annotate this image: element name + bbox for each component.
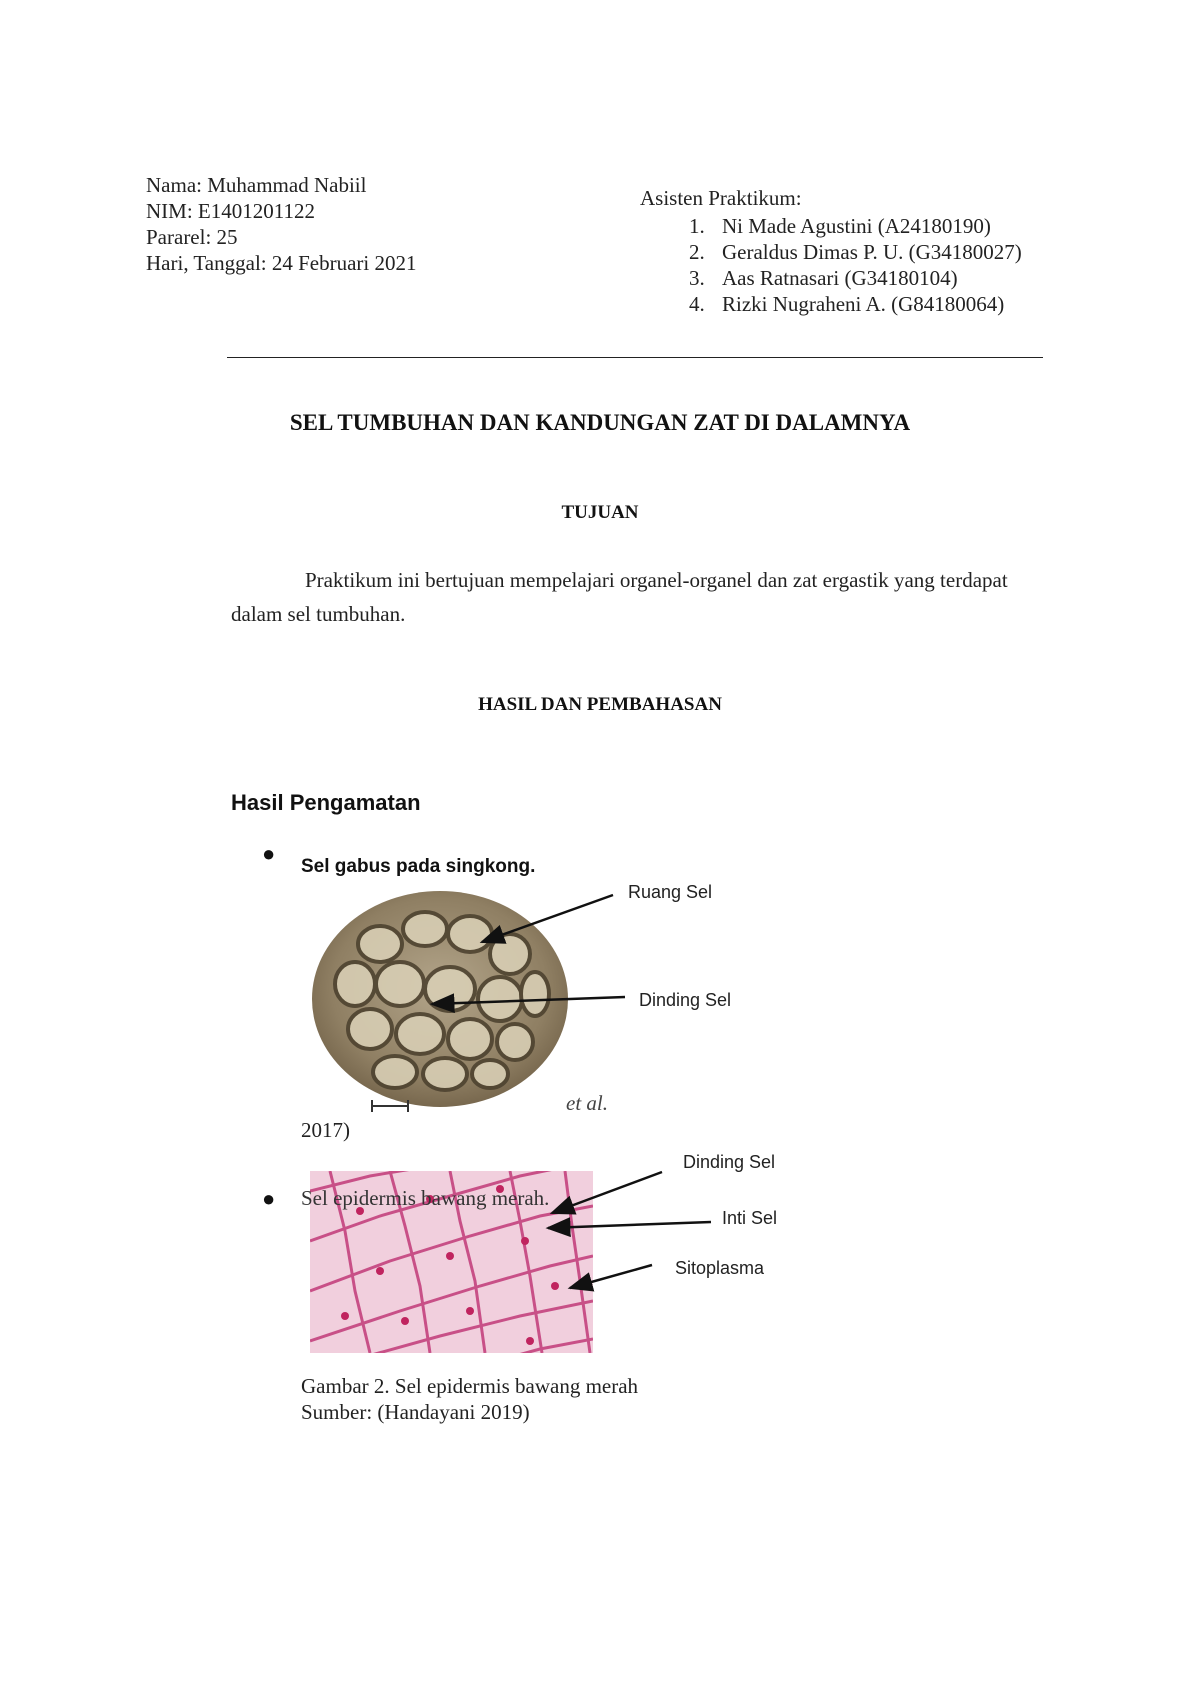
assistant-item: 4. Rizki Nugraheni A. (G84180064) — [710, 291, 1022, 317]
header-divider — [227, 357, 1043, 358]
figure2-source: Sumber: (Handayani 2019) — [301, 1400, 530, 1424]
tujuan-heading: TUJUAN — [561, 502, 639, 523]
document-title: SEL TUMBUHAN DAN KANDUNGAN ZAT DI DALAMNYA — [289, 410, 911, 435]
label-inti-sel: Inti Sel — [722, 1208, 778, 1228]
student-name: Nama: Muhammad Nabiil — [146, 173, 367, 197]
assistant-heading: Asisten Praktikum: — [640, 186, 802, 210]
student-date: Hari, Tanggal: 24 Februari 2021 — [146, 251, 417, 275]
label-dinding-sel-1: Dinding Sel — [639, 990, 732, 1010]
assistant-list — [640, 213, 1022, 317]
label-dinding-sel-2: Dinding Sel — [683, 1152, 776, 1172]
label-sitoplasma: Sitoplasma — [675, 1258, 765, 1278]
bullet-dot: ● — [262, 1186, 276, 1211]
hasil-subheading: Hasil Pengamatan — [231, 790, 421, 815]
figure1-bullet-text: Sel gabus pada singkong. — [301, 856, 536, 877]
cork-cell-micrograph — [300, 884, 600, 1124]
hasil-heading: HASIL DAN PEMBAHASAN — [478, 694, 722, 715]
assistant-item: 1. Ni Made Agustini (A24180190) — [710, 213, 1022, 239]
tujuan-paragraph: Praktikum ini bertujuan mempelajari organel-organel dan zat ergastik yang terdapat dalam sel tumbuhan. — [231, 568, 1008, 626]
assistant-item: 3. Aas Ratnasari (G34180104) — [710, 265, 1022, 291]
assistant-item: 2. Geraldus Dimas P. U. (G34180027) — [710, 239, 1022, 265]
label-ruang-sel: Ruang Sel — [628, 882, 713, 902]
bullet-dot: ● — [262, 841, 276, 866]
figure1-caption-tail: et al. — [566, 1091, 608, 1115]
figure1-caption-year: 2017) — [301, 1118, 350, 1142]
student-pararel: Pararel: 25 — [146, 225, 238, 249]
assistant-block — [640, 185, 1022, 317]
student-info — [146, 172, 417, 276]
figure2-bullet-text: Sel epidermis bawang merah. — [301, 1186, 550, 1210]
figure2-caption: Gambar 2. Sel epidermis bawang merah — [301, 1374, 639, 1398]
student-nim: NIM: E1401201122 — [146, 199, 315, 223]
